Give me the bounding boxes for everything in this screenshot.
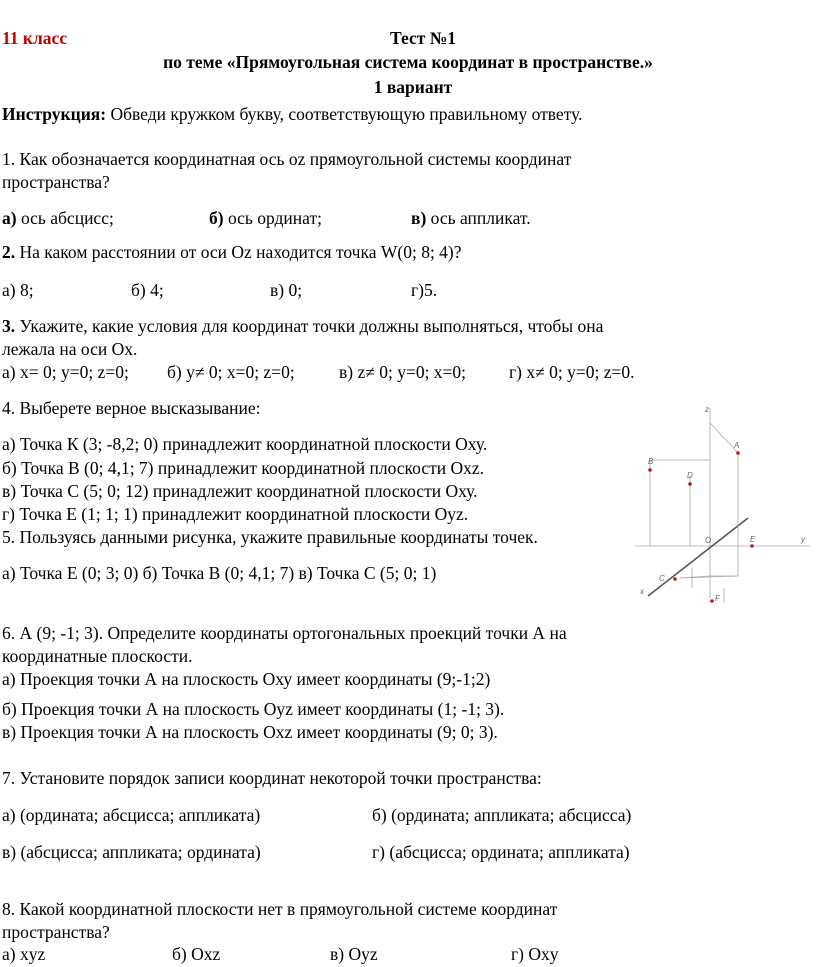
q6-line2: координатные плоскости.: [2, 646, 193, 666]
instruction-text: Обведи кружком букву, соответствующую правильному ответу.: [106, 104, 583, 124]
q8-line1: 8. Какой координатной плоскости нет в прямоугольной системе координат: [2, 899, 558, 919]
coordinate-system-figure: [630, 398, 816, 606]
test-title: Тест №1: [389, 28, 457, 48]
grade-label: 11 класс: [2, 28, 68, 48]
axis-labels: [639, 405, 806, 596]
q8-option-d[interactable]: г) Oxy: [511, 944, 559, 964]
q2-option-a[interactable]: а) 8;: [2, 280, 34, 300]
point-c-label: C: [659, 574, 665, 583]
x-axis: [648, 518, 748, 596]
q2-question: [2, 242, 462, 263]
q2-text: На каком расстоянии от оси Oz находится точка W(0; 8; 4)?: [15, 242, 462, 262]
q8-option-b[interactable]: б) Oxz: [172, 944, 221, 964]
q3-line1: [2, 316, 603, 337]
q1-line1: 1. Как обозначается координатная ось oz прямоугольной системы координат: [2, 149, 572, 169]
q6-option-b[interactable]: б) Проекция точки А на плоскость Оуz имеет координаты (1; -1; 3).: [2, 699, 505, 719]
q1-option-c-text: ось аппликат.: [426, 208, 531, 228]
point-c: [673, 577, 677, 581]
q3-option-d[interactable]: г) x≠ 0; y=0; z=0.: [509, 362, 635, 382]
q3-option-a[interactable]: а) x= 0; y=0; z=0;: [2, 362, 129, 382]
q3-option-c[interactable]: в) z≠ 0; y=0; x=0;: [339, 362, 467, 382]
q7-option-c[interactable]: в) (абсцисса; аппликата; ордината): [2, 842, 261, 862]
point-b: [648, 468, 652, 472]
origin-label: O: [705, 536, 712, 545]
q1-option-a[interactable]: [2, 208, 114, 229]
q1-option-b[interactable]: [209, 208, 322, 229]
q2-number: 2.: [2, 242, 16, 262]
x-label: x: [640, 587, 644, 596]
q7-option-a[interactable]: а) (ордината; абсцисса; аппликата): [2, 805, 261, 825]
q1-option-b-text: ось ординат;: [223, 208, 322, 228]
q8-option-a[interactable]: а) xyz: [2, 944, 46, 964]
q8-line2: пространства?: [2, 922, 110, 942]
q3-number: 3.: [2, 316, 16, 336]
q4-option-b[interactable]: б) Точка В (0; 4,1; 7) принадлежит координатной плоскости Охz.: [2, 458, 485, 478]
instruction: [2, 104, 583, 125]
point-d-label: D: [687, 471, 693, 480]
q4-option-a[interactable]: а) Точка К (3; -8,2; 0) принадлежит координатной плоскости Оху.: [2, 434, 488, 454]
q2-option-d[interactable]: г)5.: [411, 280, 438, 300]
q1-option-c-label: в): [411, 208, 427, 228]
point-a: [736, 451, 740, 455]
z-label: z: [705, 405, 709, 414]
point-e-label: E: [750, 535, 756, 544]
q7-question: 7. Установите порядок записи координат некоторой точки пространства:: [2, 768, 542, 788]
q5-options[interactable]: а) Точка E (0; 3; 0) б) Точка B (0; 4,1; 7) в) Точка C (5; 0; 1): [2, 563, 437, 583]
point-a-label: A: [734, 441, 740, 450]
q1-line2: пространства?: [2, 172, 110, 192]
q3-text: Укажите, какие условия для координат точки должны выполняться, чтобы она: [15, 316, 604, 336]
point-e: [750, 544, 754, 548]
test-topic: по теме «Прямоугольная система координат в пространстве.»: [163, 52, 653, 72]
point-b-label: B: [648, 457, 654, 466]
q1-option-a-label: а): [2, 208, 17, 228]
q7-option-d[interactable]: г) (абсцисса; ордината; аппликата): [372, 842, 630, 862]
q4-option-c[interactable]: в) Точка С (5; 0; 12) принадлежит координатной плоскости Оху.: [2, 481, 478, 501]
point-labels: [648, 441, 756, 603]
q3-option-b[interactable]: б) y≠ 0; x=0; z=0;: [167, 362, 295, 382]
instruction-label: Инструкция:: [2, 104, 107, 124]
q1-option-c[interactable]: [411, 208, 531, 229]
q5-question: 5. Пользуясь данными рисунка, укажите правильные координаты точек.: [2, 527, 538, 547]
q1-option-b-label: б): [209, 208, 224, 228]
test-variant: 1 вариант: [373, 77, 453, 97]
q6-option-c[interactable]: в) Проекция точки А на плоскость Охz имеет координаты (9; 0; 3).: [2, 722, 498, 742]
point-f: [710, 599, 714, 603]
q4-option-d[interactable]: г) Точка Е (1; 1; 1) принадлежит координатной плоскости Оуz.: [2, 504, 469, 524]
q7-option-b[interactable]: б) (ордината; аппликата; абсцисса): [372, 805, 632, 825]
q4-question: 4. Выберете верное высказывание:: [2, 398, 261, 418]
q2-option-b[interactable]: б) 4;: [131, 280, 164, 300]
q2-option-c[interactable]: в) 0;: [270, 280, 303, 300]
point-d: [688, 482, 692, 486]
point-f-label: F: [715, 594, 720, 603]
q8-option-c[interactable]: в) Oyz: [330, 944, 378, 964]
y-label: y: [801, 535, 805, 544]
q3-line2: лежала на оси Ox.: [2, 339, 138, 359]
q1-option-a-text: ось абсцисс;: [16, 208, 114, 228]
q6-line1: 6. А (9; -1; 3). Определите координаты ортогональных проекций точки А на: [2, 623, 567, 643]
q6-option-a[interactable]: а) Проекция точки А на плоскость Оху имеет координаты (9;-1;2): [2, 669, 491, 689]
